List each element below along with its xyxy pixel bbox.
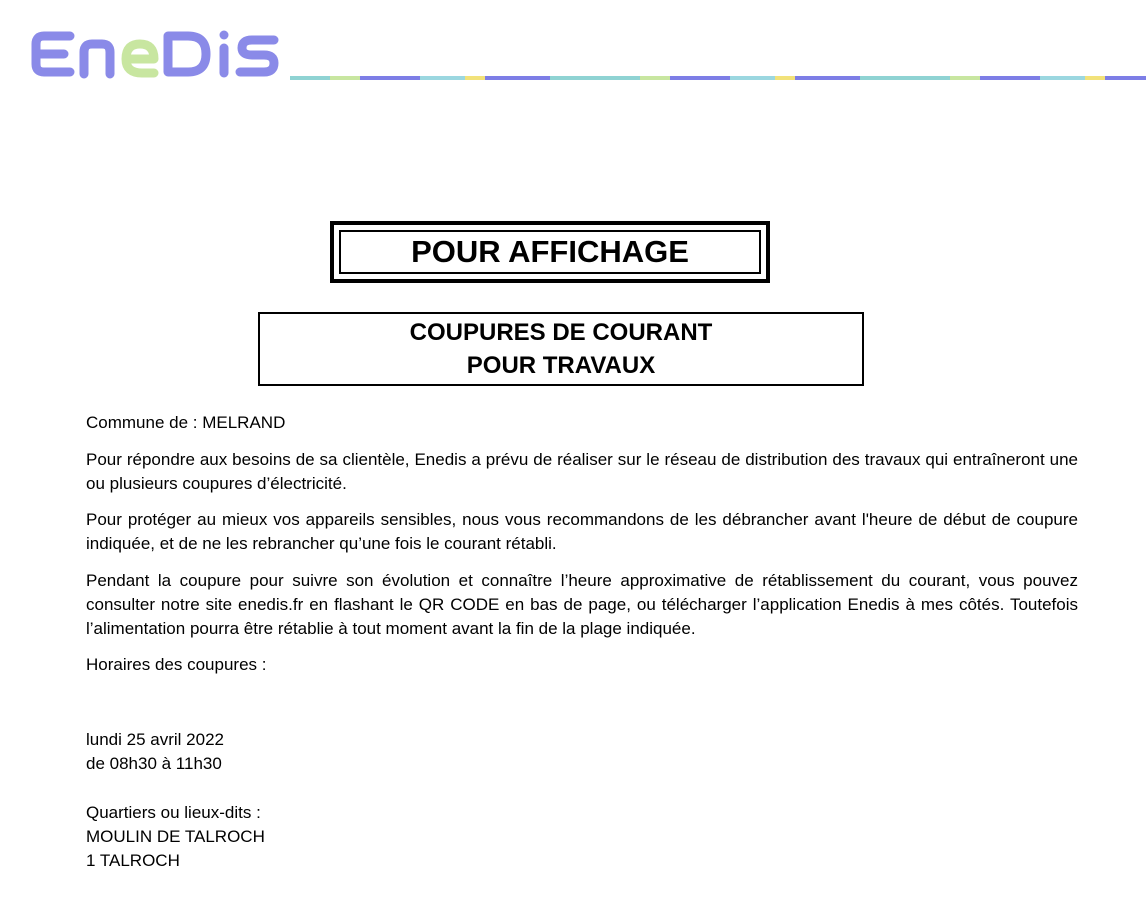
paragraph-besoins: Pour répondre aux besoins de sa clientèle, Enedis a prévu de réaliser sur le réseau de distribution des travaux qui entraîneront une ou plusieurs coupures d’électricité.	[86, 450, 1078, 493]
coupures-title-line2: POUR TRAVAUX	[466, 352, 656, 379]
pour-affichage-title: POUR AFFICHAGE	[339, 230, 761, 274]
place-1: MOULIN DE TALROCH	[86, 827, 265, 846]
coupures-title-line1: COUPURES DE COURANT	[409, 319, 713, 346]
quartiers-label: Quartiers ou lieux-dits :	[86, 803, 261, 822]
outage-date: lundi 25 avril 2022	[86, 730, 224, 749]
pour-affichage-box	[330, 221, 770, 283]
paragraph-appareils: Pour protéger au mieux vos appareils sensibles, nous vous recommandons de les débrancher avant l'heure de début de coupure indiquée, et de ne les rebrancher qu’une fois le courant rétabli.	[86, 510, 1078, 553]
header-divider	[290, 76, 1146, 80]
outage-time: de 08h30 à 11h30	[86, 754, 222, 773]
commune-line: Commune de : MELRAND	[86, 413, 286, 432]
place-2: 1 TALROCH	[86, 851, 180, 870]
horaires-label: Horaires des coupures :	[86, 655, 267, 674]
paragraph-suivi: Pendant la coupure pour suivre son évolution et connaître l’heure approximative de rétablissement du courant, vous pouvez consulter notre site enedis.fr en flashant le QR CODE en bas de page, ou télécharger l’application Enedis à mes côtés. Toutefois l’alimentation pourra être rétablie à tout moment avant la fin de la plage indiquée.	[86, 571, 1078, 638]
enedis-logo	[30, 26, 280, 82]
coupures-box	[258, 312, 864, 386]
